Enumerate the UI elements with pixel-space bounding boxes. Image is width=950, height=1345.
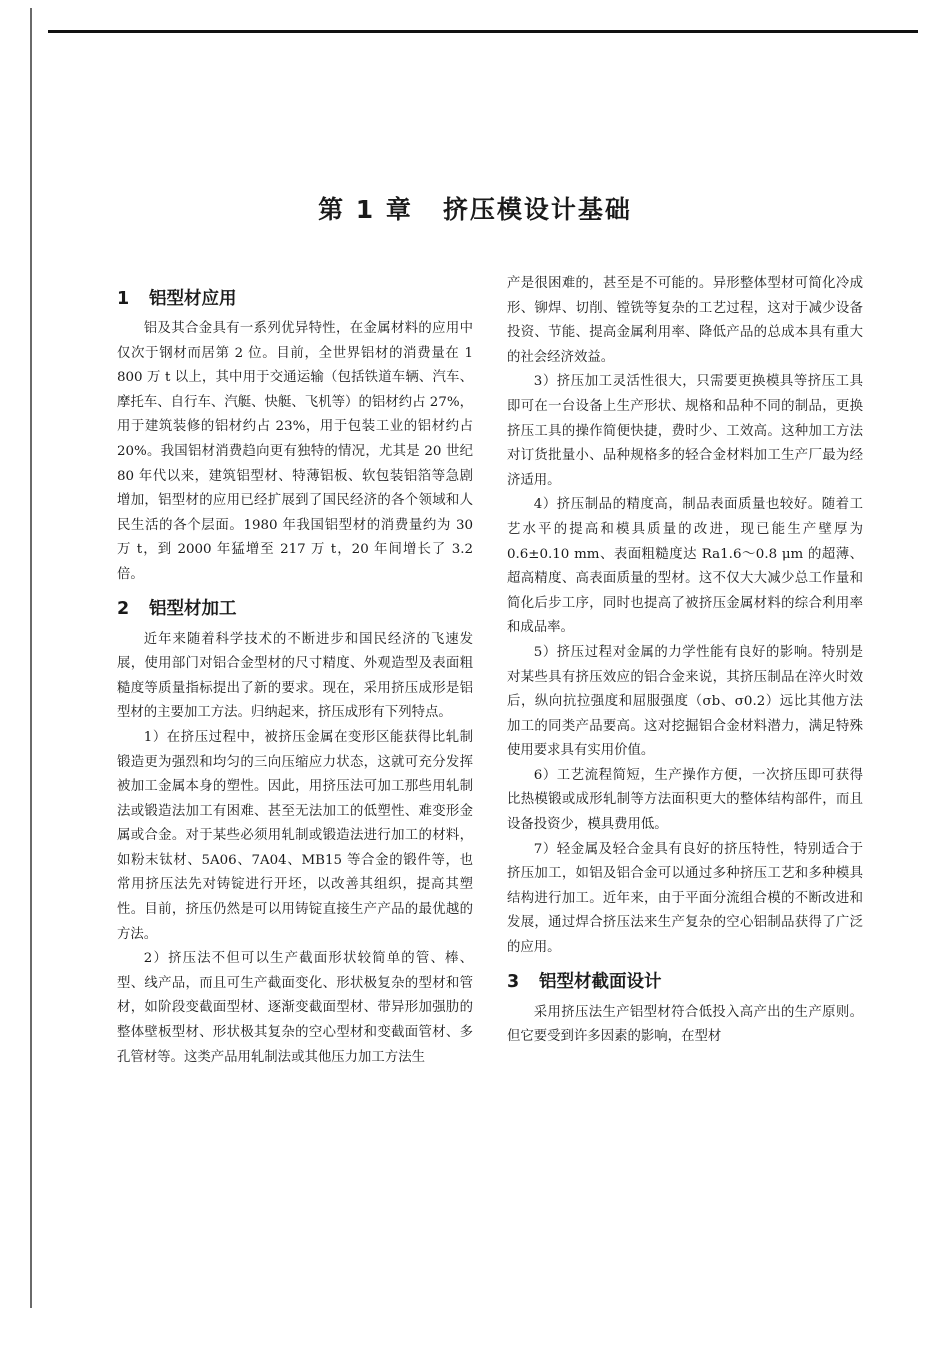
paragraph: 3）挤压加工灵活性很大，只需要更换模具等挤压工具即可在一台设备上生产形状、规格和品种不同的制品，更换挤压工具的操作简便快捷，费时少、工效高。这种加工方法对订货批量小、品种规格多的轻合金材料加工生产厂最为经济适用。 (507, 374, 863, 488)
section-heading-1: 1 铝型材应用 (117, 289, 237, 309)
paragraph: 7）轻金属及轻合金具有良好的挤压特性，特别适合于挤压加工，如铝及铝合金可以通过多种挤压工艺和多种模具结构进行加工。近年来，由于平面分流组合模的不断改进和发展，通过焊合挤压法来生产复杂的空心铝制品获得了广泛的应用。 (507, 841, 863, 956)
paragraph: 采用挤压法生产铝型材符合低投入高产出的生产原则。但它要受到许多因素的影响，在型材 (507, 1004, 863, 1045)
chapter-title: 挤压模设计基础 (442, 195, 632, 224)
section-heading-2: 2 铝型材加工 (117, 598, 237, 619)
paragraph: 近年来随着科学技术的不断进步和国民经济的飞速发展，使用部门对铝合金型材的尺寸精度、外观造型及表面粗糙度等质量指标提出了新的要求。现在，采用挤压成形是铝型材的主要加工方法。归纳起来，挤压成形有下列特点。 (117, 631, 473, 721)
paragraph: 1）在挤压过程中，被挤压金属在变形区能获得比轧制锻造更为强烈和均匀的三向压缩应力状态，这就可充分发挥被加工金属本身的塑性。因此，用挤压法可加工那些用轧制法或锻造法加工有困难、甚至无法加工的低塑性、难变形金属或合金。对于某些必须用轧制或锻造法进行加工的材料，如粉末钛材、5A06、7A04、MB15 等合金的锻件等，也常用挤压法先对铸锭进行开坯，以改善其组织，提高其塑性。目前，挤压仍然是可以用铸锭直接生产产品的最优越的方法。 (117, 729, 473, 942)
paragraph: 铝及其合金具有一系列优异特性，在金属材料的应用中仅次于钢材而居第 2 位。目前，全世界铝材的消费量在 1 800 万 t 以上，其中用于交通运输（包括铁道车辆、汽车、摩托车、自行车、汽艇、快艇、飞机等）的铝材约占 27%，用于建筑装修的铝材约占 23%，用于包装工业的铝材约占 20%。我国铝材消费趋向更有独特的情况，尤其是 20 世纪 80 年代以来，建筑铝型材、特薄铝板、软包装铝箔等急剧增加，铝型材的应用已经扩展到了国民经济的各个领域和人民生活的各个层面。1980 年我国铝型材的消费量约为 30 万 t，到 2000 年猛增至 217 万 t，20 年间增长了 3.2 倍。 (117, 321, 473, 582)
header-rule (48, 30, 918, 33)
paragraph: 2）挤压法不但可以生产截面形状较简单的管、棒、型、线产品，而且可生产截面变化、形状极复杂的型材和管材，如阶段变截面型材、逐渐变截面型材、带异形加强肋的整体壁板型材、形状极其复杂的空心型材和变截面管材、多孔管材等。这类产品用轧制法或其他压力加工方法生 (117, 951, 473, 1065)
paragraph-continued: 产是很困难的，甚至是不可能的。异形整体型材可简化冷成形、铆焊、切削、镗铣等复杂的工艺过程，这对于减少设备投资、节能、提高金属利用率、降低产品的总成本具有重大的社会经济效益。 (507, 276, 863, 365)
paragraph: 4）挤压制品的精度高，制品表面质量也较好。随着工艺水平的提高和模具质量的改进，现已能生产壁厚为 0.6±0.10 mm、表面粗糙度达 Ra1.6～0.8 μm 的超薄、超高精度、高表面质量的型材。这不仅大大减少总工作量和简化后步工序，同时也提高了被挤压金属材料的综合利用率和成品率。 (507, 497, 863, 636)
paragraph: 5）挤压过程对金属的力学性能有良好的影响。特别是对某些具有挤压效应的铝合金来说，其挤压制品在淬火时效后，纵向抗拉强度和屈服强度（σb、σ0.2）远比其他方法加工的同类产品要高。这对挖掘铝合金材料潜力，满足特殊使用要求具有实用价值。 (507, 644, 863, 759)
right-column (507, 272, 863, 1050)
chapter-heading (0, 190, 950, 226)
left-column (117, 272, 473, 1070)
chapter-number: 第 1 章 (318, 195, 413, 224)
section-heading-3: 3 铝型材截面设计 (507, 971, 662, 992)
paragraph: 6）工艺流程简短，生产操作方便，一次挤压即可获得比热模锻或成形轧制等方法面积更大的整体结构部件，而且设备投资少，模具费用低。 (507, 767, 863, 833)
